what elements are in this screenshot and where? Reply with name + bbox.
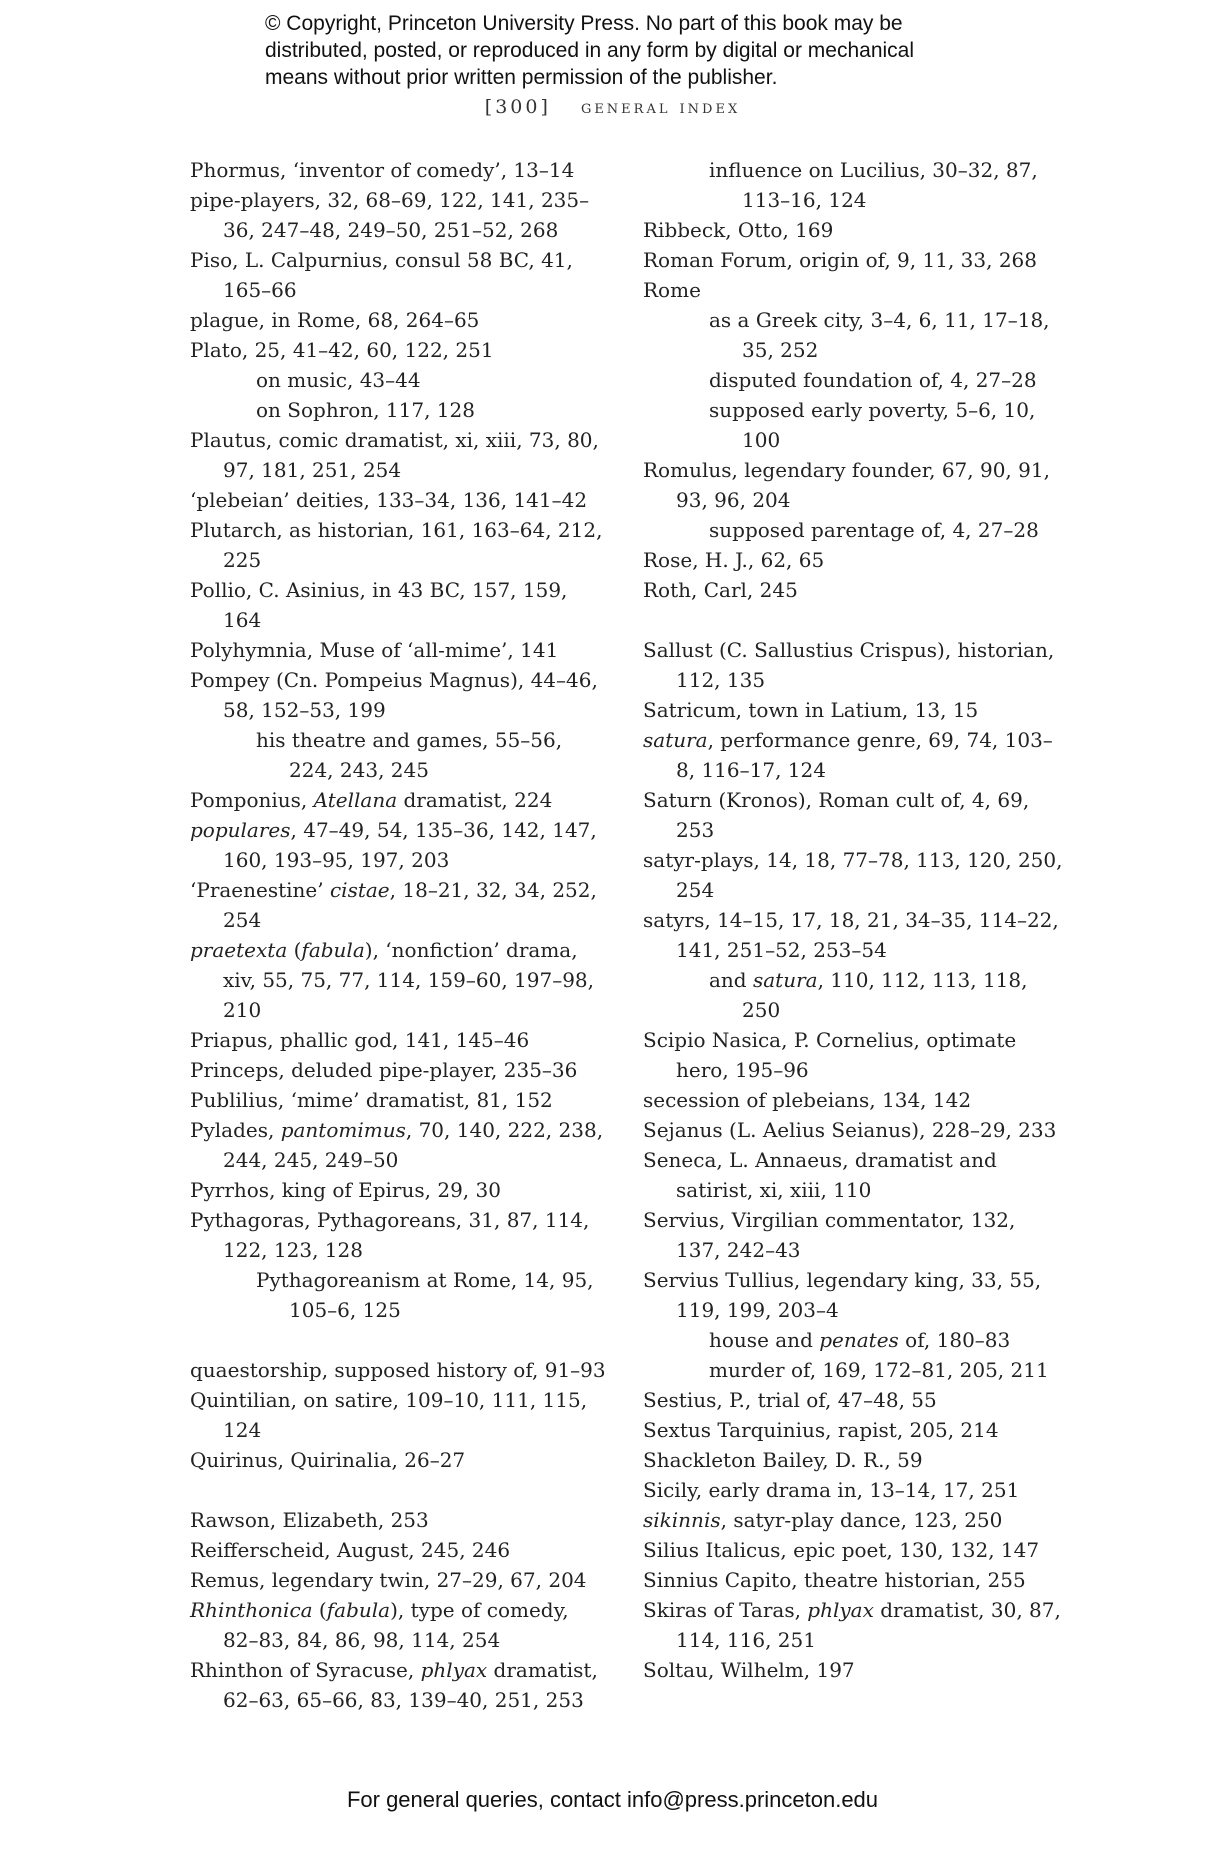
index-subentry — [643, 305, 1063, 365]
index-letter-gap — [190, 1475, 610, 1505]
italic-term: Rhinthonica — [190, 1598, 313, 1622]
index-entry — [190, 485, 610, 515]
italic-term: penates — [819, 1328, 899, 1352]
entry-text: plague, in Rome, 68, 264–65 — [190, 308, 480, 332]
entry-text: Pylades, — [190, 1118, 281, 1142]
index-entry — [643, 1385, 1063, 1415]
entry-text: supposed parentage of, 4, 27–28 — [709, 518, 1039, 542]
entry-text: his theatre and games, 55–56, 224, 243, 245 — [256, 728, 563, 782]
entry-text: Quirinus, Quirinalia, 26–27 — [190, 1448, 466, 1472]
entry-text: ), type of comedy, 82–83, 84, 86, 98, 114, 254 — [223, 1598, 569, 1652]
entry-text: Servius Tullius, legendary king, 33, 55, 119, 199, 203–4 — [643, 1268, 1042, 1322]
index-entry — [190, 1385, 610, 1445]
entry-text: Sinnius Capito, theatre historian, 255 — [643, 1568, 1026, 1592]
entry-text: Satricum, town in Latium, 13, 15 — [643, 698, 979, 722]
index-entry — [190, 935, 610, 1025]
entry-text: ), ‘nonfiction’ drama, xiv, 55, 75, 77, 114, 159–60, 197–98, 210 — [223, 938, 595, 1022]
copyright-notice — [265, 10, 965, 91]
index-entry — [190, 1205, 610, 1265]
index-subentry — [190, 1265, 610, 1325]
index-entry — [190, 1055, 610, 1085]
index-entry — [643, 275, 1063, 305]
entry-text: , performance genre, 69, 74, 103–8, 116–17, 124 — [676, 728, 1053, 782]
index-entry — [643, 1025, 1063, 1085]
italic-term: Atellana — [313, 788, 398, 812]
entry-text: Plutarch, as historian, 161, 163–64, 212, 225 — [190, 518, 603, 572]
index-entry — [643, 695, 1063, 725]
entry-text: satyr-plays, 14, 18, 77–78, 113, 120, 250, 254 — [643, 848, 1063, 902]
index-entry — [643, 215, 1063, 245]
entry-text: , 18–21, 32, 34, 252, 254 — [223, 878, 597, 932]
entry-text: Phormus, ‘inventor of comedy’, 13–14 — [190, 158, 575, 182]
index-entry — [643, 725, 1063, 785]
entry-text: Plato, 25, 41–42, 60, 122, 251 — [190, 338, 494, 362]
entry-text: Princeps, deluded pipe-player, 235–36 — [190, 1058, 578, 1082]
entry-text: Sallust (C. Sallustius Crispus), historian, 112, 135 — [643, 638, 1055, 692]
entry-text: Publilius, ‘mime’ dramatist, 81, 152 — [190, 1088, 553, 1112]
index-entry — [643, 1115, 1063, 1145]
entry-text: Ribbeck, Otto, 169 — [643, 218, 834, 242]
index-entry — [190, 1535, 610, 1565]
index-entry — [643, 1145, 1063, 1205]
entry-text: Plautus, comic dramatist, xi, xiii, 73, 80, 97, 181, 251, 254 — [190, 428, 599, 482]
entry-text: secession of plebeians, 134, 142 — [643, 1088, 972, 1112]
index-entry — [190, 1565, 610, 1595]
index-entry — [190, 665, 610, 725]
entry-text: Roman Forum, origin of, 9, 11, 33, 268 — [643, 248, 1037, 272]
entry-text: as a Greek city, 3–4, 6, 11, 17–18, 35, 252 — [709, 308, 1050, 362]
entry-text: dramatist, 62–63, 65–66, 83, 139–40, 251, 253 — [223, 1658, 598, 1712]
index-entry — [190, 875, 610, 935]
index-entry — [190, 245, 610, 305]
index-entry — [643, 245, 1063, 275]
entry-text: Soltau, Wilhelm, 197 — [643, 1658, 855, 1682]
entry-text: Pythagoras, Pythagoreans, 31, 87, 114, 122, 123, 128 — [190, 1208, 590, 1262]
index-entry — [643, 905, 1063, 965]
index-subentry — [643, 395, 1063, 455]
index-entry — [643, 1535, 1063, 1565]
index-entry — [190, 785, 610, 815]
page-number: [300] — [484, 96, 551, 118]
index-entry — [643, 575, 1063, 605]
entry-text: Sicily, early drama in, 13–14, 17, 251 — [643, 1478, 1020, 1502]
index-entry — [643, 635, 1063, 695]
entry-text: Romulus, legendary founder, 67, 90, 91, 93, 96, 204 — [643, 458, 1050, 512]
entry-text: ( — [312, 1598, 327, 1622]
entry-text: Reifferscheid, August, 245, 246 — [190, 1538, 511, 1562]
entry-text: on music, 43–44 — [256, 368, 421, 392]
entry-text: quaestorship, supposed history of, 91–93 — [190, 1358, 606, 1382]
entry-text: Sejanus (L. Aelius Seianus), 228–29, 233 — [643, 1118, 1057, 1142]
index-entry — [643, 785, 1063, 845]
entry-text: house and — [709, 1328, 820, 1352]
entry-text: Sestius, P., trial of, 47–48, 55 — [643, 1388, 937, 1412]
entry-text: on Sophron, 117, 128 — [256, 398, 475, 422]
entry-text: pipe-players, 32, 68–69, 122, 141, 235–36, 247–48, 249–50, 251–52, 268 — [190, 188, 590, 242]
entry-text: Pyrrhos, king of Epirus, 29, 30 — [190, 1178, 501, 1202]
entry-text: dramatist, 30, 87, 114, 116, 251 — [676, 1598, 1061, 1652]
italic-term: satura — [752, 968, 818, 992]
entry-text: , 110, 112, 113, 118, 250 — [742, 968, 1028, 1022]
copyright-line: means without prior written permission of the publisher. — [265, 66, 778, 89]
index-subentry — [643, 965, 1063, 1025]
index-subentry — [190, 365, 610, 395]
entry-text: Remus, legendary twin, 27–29, 67, 204 — [190, 1568, 587, 1592]
entry-text: Silius Italicus, epic poet, 130, 132, 147 — [643, 1538, 1040, 1562]
entry-text: ‘plebeian’ deities, 133–34, 136, 141–42 — [190, 488, 588, 512]
index-entry — [190, 1355, 610, 1385]
entry-text: Rhinthon of Syracuse, — [190, 1658, 421, 1682]
index-entry — [643, 545, 1063, 575]
italic-term: sikinnis — [643, 1508, 721, 1532]
copyright-line: © Copyright, Princeton University Press. No part of this book may be — [265, 12, 903, 35]
entry-text: Saturn (Kronos), Roman cult of, 4, 69, 253 — [643, 788, 1030, 842]
index-subentry — [190, 395, 610, 425]
index-letter-gap — [190, 1325, 610, 1355]
index-entry — [190, 515, 610, 575]
index-subentry — [643, 1355, 1063, 1385]
index-entry — [643, 1505, 1063, 1535]
index-entry — [643, 1565, 1063, 1595]
index-entry — [643, 1085, 1063, 1115]
index-subentry — [643, 515, 1063, 545]
italic-term: phlyax — [420, 1658, 488, 1682]
italic-term: pantomimus — [280, 1118, 406, 1142]
entry-text: of, 180–83 — [898, 1328, 1011, 1352]
entry-text: Sextus Tarquinius, rapist, 205, 214 — [643, 1418, 999, 1442]
entry-text: Rose, H. J., 62, 65 — [643, 548, 825, 572]
entry-text: ( — [287, 938, 302, 962]
index-entry — [190, 1655, 610, 1715]
page-title: general index — [580, 96, 741, 118]
entry-text: Polyhymnia, Muse of ‘all-mime’, 141 — [190, 638, 559, 662]
italic-term: satura — [643, 728, 708, 752]
entry-text: Priapus, phallic god, 141, 145–46 — [190, 1028, 530, 1052]
entry-text: Pompey (Cn. Pompeius Magnus), 44–46, 58, 152–53, 199 — [190, 668, 598, 722]
index-entry — [643, 1205, 1063, 1265]
entry-text: Servius, Virgilian commentator, 132, 137, 242–43 — [643, 1208, 1016, 1262]
index-entry — [643, 1655, 1063, 1685]
running-head — [0, 96, 1225, 118]
index-entry — [190, 635, 610, 665]
entry-text: and — [709, 968, 753, 992]
entry-text: Seneca, L. Annaeus, dramatist and satirist, xi, xiii, 110 — [643, 1148, 997, 1202]
entry-text: Skiras of Taras, — [643, 1598, 808, 1622]
entry-text: ‘Praenestine’ — [190, 878, 330, 902]
index-column-right — [643, 155, 1063, 1685]
italic-term: fabula — [301, 938, 365, 962]
index-entry — [190, 425, 610, 485]
index-entry — [190, 305, 610, 335]
index-subentry — [643, 365, 1063, 395]
index-entry — [190, 1595, 610, 1655]
italic-term: populares — [190, 818, 291, 842]
index-entry — [643, 1475, 1063, 1505]
index-letter-gap — [643, 605, 1063, 635]
entry-text: influence on Lucilius, 30–32, 87, 113–16, 124 — [709, 158, 1038, 212]
copyright-line: distributed, posted, or reproduced in any form by digital or mechanical — [265, 39, 915, 62]
italic-term: fabula — [326, 1598, 391, 1622]
index-entry — [643, 1445, 1063, 1475]
index-entry — [643, 1595, 1063, 1655]
index-entry — [190, 1175, 610, 1205]
index-entry — [190, 1025, 610, 1055]
index-entry — [643, 845, 1063, 905]
italic-term: praetexta — [190, 938, 288, 962]
index-entry — [190, 335, 610, 365]
entry-text: supposed early poverty, 5–6, 10, 100 — [709, 398, 1036, 452]
entry-text: Rawson, Elizabeth, 253 — [190, 1508, 429, 1532]
footer-contact: For general queries, contact info@press.princeton.edu — [346, 1787, 879, 1812]
index-subentry — [643, 1325, 1063, 1355]
index-entry — [190, 1115, 610, 1175]
entry-text: Rome — [643, 278, 701, 302]
index-entry — [190, 1085, 610, 1115]
index-subentry — [190, 725, 610, 785]
index-entry — [643, 1415, 1063, 1445]
entry-text: murder of, 169, 172–81, 205, 211 — [709, 1358, 1049, 1382]
entry-text: , 70, 140, 222, 238, 244, 245, 249–50 — [223, 1118, 604, 1172]
index-entry — [190, 575, 610, 635]
entry-text: Pollio, C. Asinius, in 43 BC, 157, 159, 164 — [190, 578, 568, 632]
entry-text: disputed foundation of, 4, 27–28 — [709, 368, 1037, 392]
index-entry — [190, 815, 610, 875]
index-entry — [190, 155, 610, 185]
index-subentry — [643, 155, 1063, 215]
entry-text: Quintilian, on satire, 109–10, 111, 115, 124 — [190, 1388, 588, 1442]
italic-term: cistae — [329, 878, 390, 902]
index-entry — [190, 1445, 610, 1475]
entry-text: Pythagoreanism at Rome, 14, 95, 105–6, 125 — [256, 1268, 594, 1322]
entry-text: , 47–49, 54, 135–36, 142, 147, 160, 193–95, 197, 203 — [223, 818, 597, 872]
entry-text: Roth, Carl, 245 — [643, 578, 798, 602]
entry-text: dramatist, 224 — [397, 788, 553, 812]
index-entry — [643, 1265, 1063, 1325]
entry-text: Piso, L. Calpurnius, consul 58 BC, 41, 165–66 — [190, 248, 573, 302]
italic-term: phlyax — [807, 1598, 874, 1622]
entry-text: Scipio Nasica, P. Cornelius, optimate hero, 195–96 — [643, 1028, 1017, 1082]
entry-text: , satyr-play dance, 123, 250 — [720, 1508, 1003, 1532]
index-entry — [190, 185, 610, 245]
entry-text: Pomponius, — [190, 788, 314, 812]
entry-text: Shackleton Bailey, D. R., 59 — [643, 1448, 923, 1472]
index-column-left — [190, 155, 610, 1715]
entry-text: satyrs, 14–15, 17, 18, 21, 34–35, 114–22, 141, 251–52, 253–54 — [643, 908, 1059, 962]
index-entry — [190, 1505, 610, 1535]
index-entry — [643, 455, 1063, 515]
